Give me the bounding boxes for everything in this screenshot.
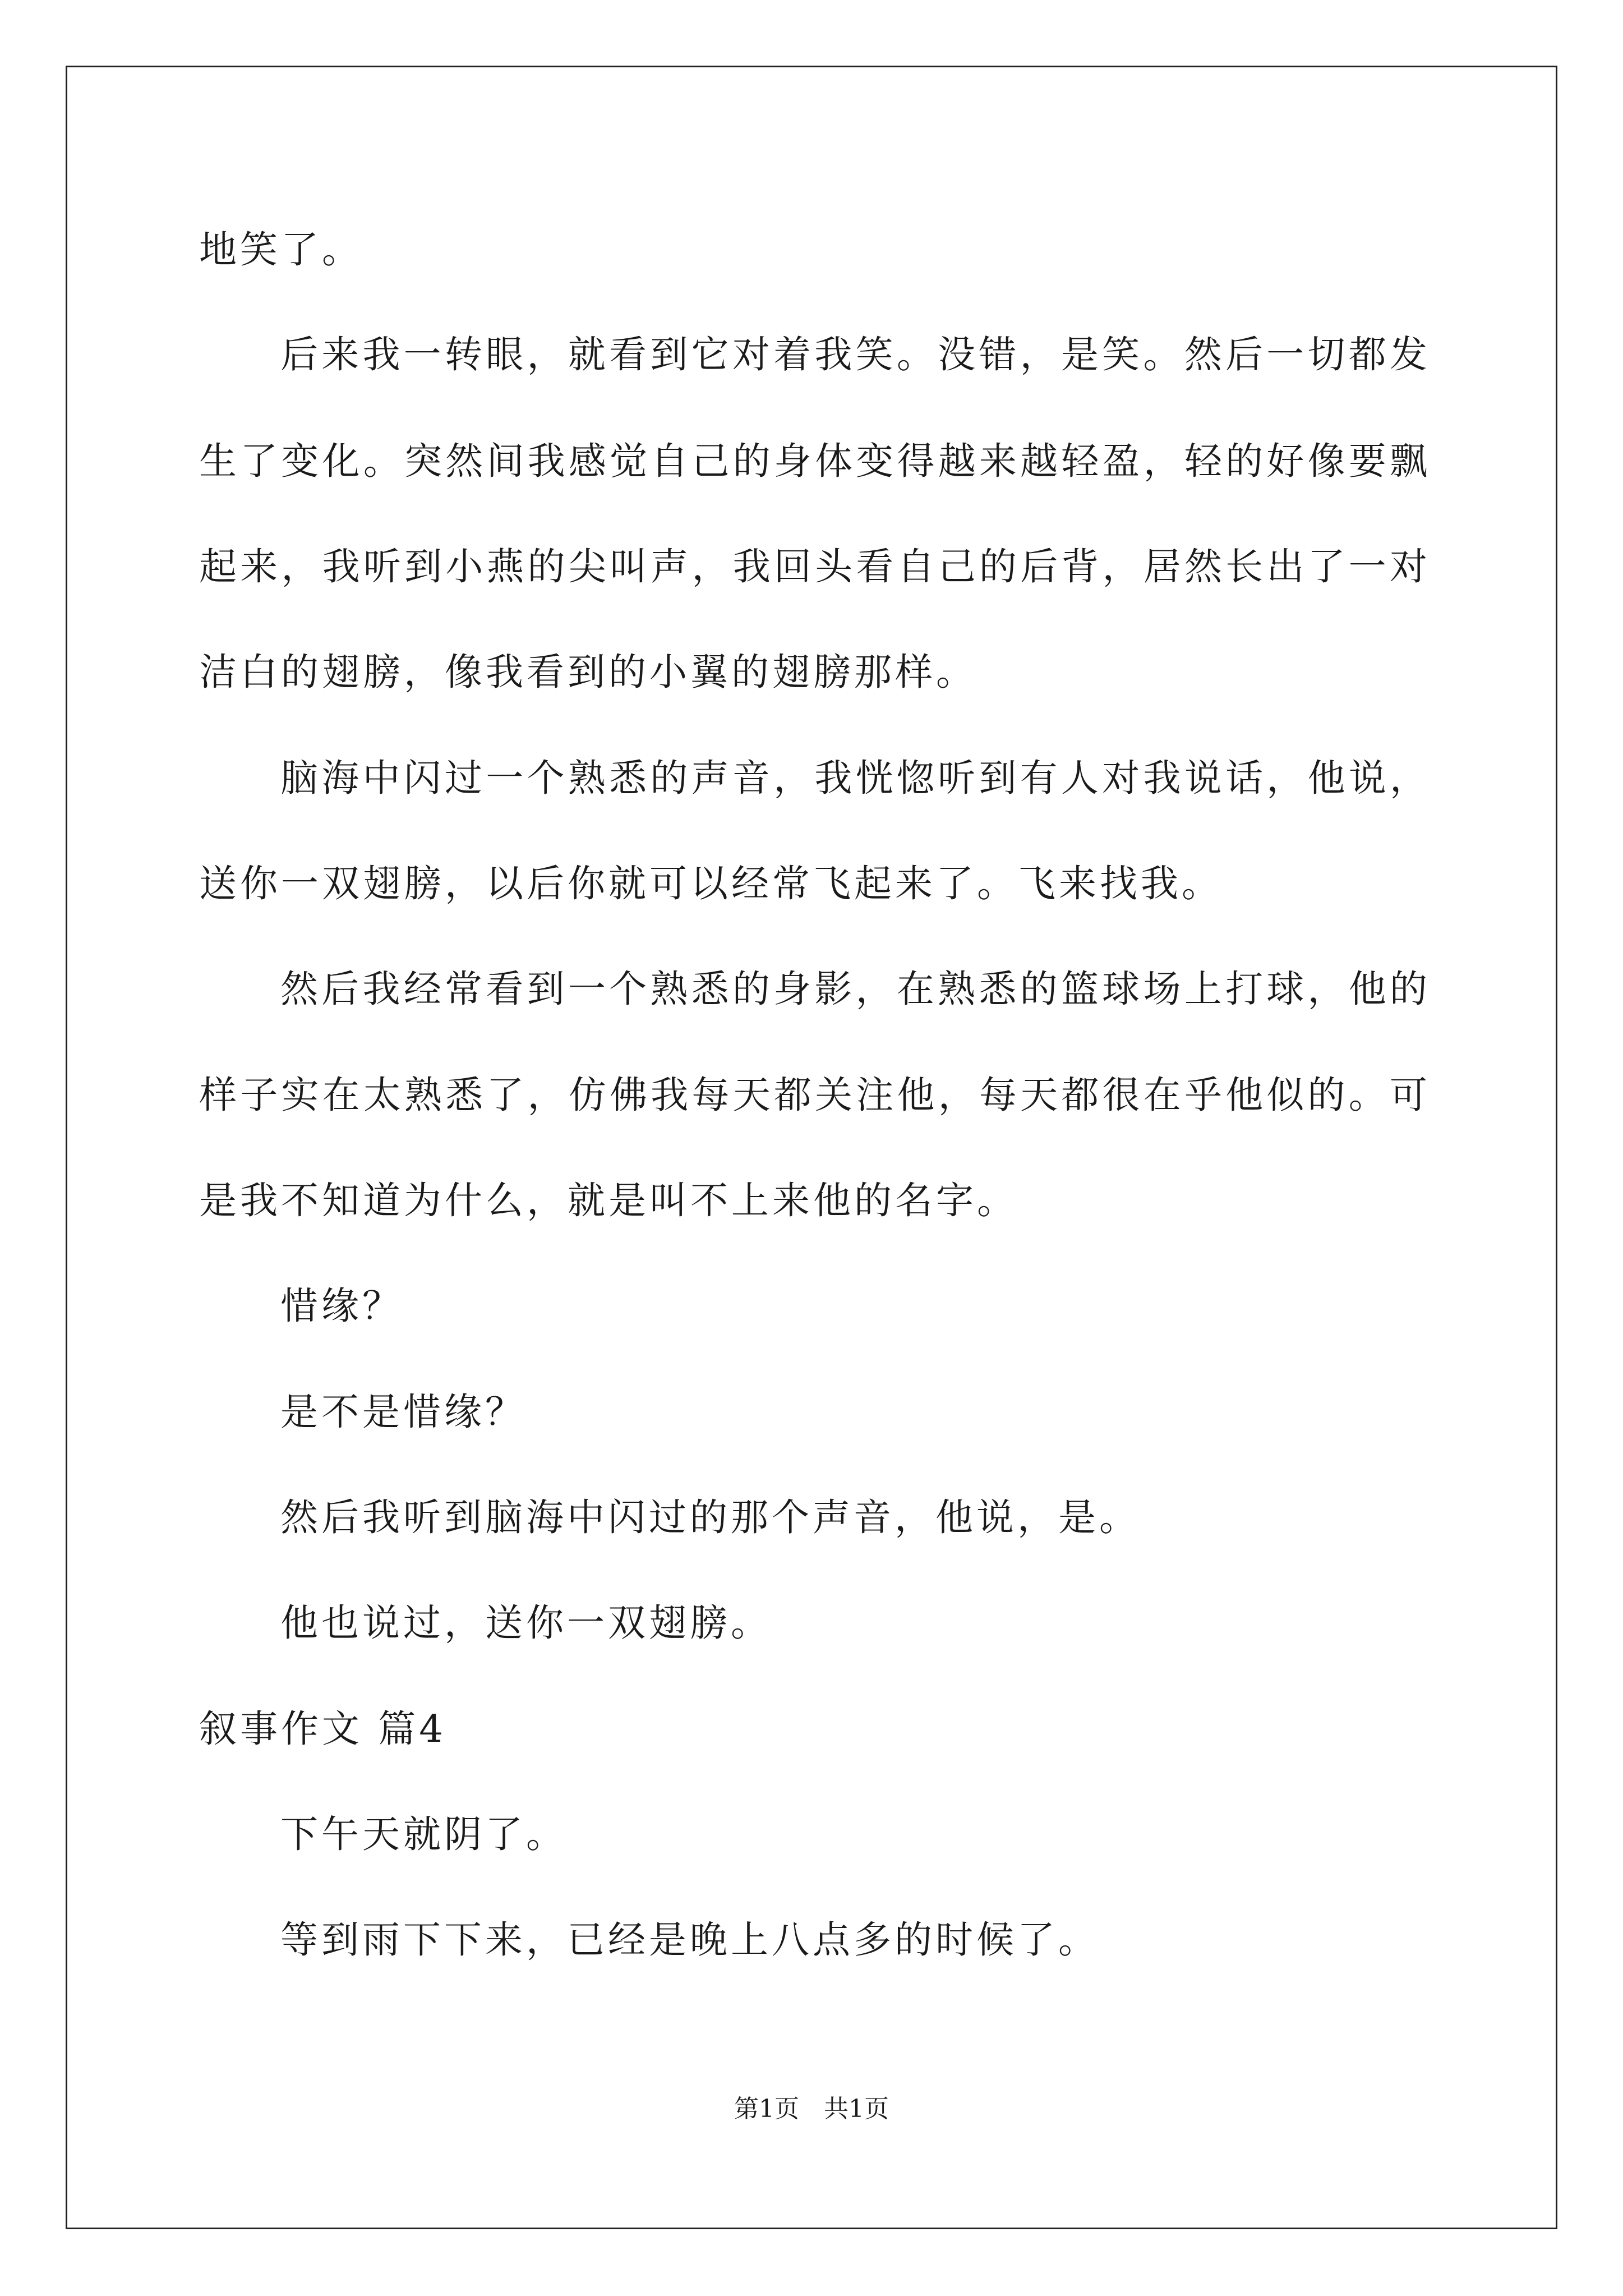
paragraph-2-line-2: 送你一双翅膀，以后你就可以经常飞起来了。飞来找我。 bbox=[199, 862, 1223, 905]
paragraph-9: 等到雨下下来，已经是晚上八点多的时候了。 bbox=[280, 1918, 1099, 1962]
paragraph-1-line-2: 生了变化。突然间我感觉自己的身体变得越来越轻盈，轻的好像要飘 bbox=[199, 439, 1427, 483]
paragraph-1-line-4: 洁白的翅膀，像我看到的小翼的翅膀那样。 bbox=[199, 650, 977, 694]
paragraph-3-line-3: 是我不知道为什么，就是叫不上来他的名字。 bbox=[199, 1179, 1018, 1222]
section-heading: 叙事作文 篇4 bbox=[199, 1707, 446, 1751]
paragraph-3-line-2: 样子实在太熟悉了，仿佛我每天都关注他，每天都很在乎他似的。可 bbox=[199, 1073, 1427, 1117]
paragraph-5: 是不是惜缘？ bbox=[280, 1390, 526, 1434]
paragraph-1-line-1: 后来我一转眼，就看到它对着我笑。没错，是笑。然后一切都发 bbox=[280, 333, 1427, 376]
paragraph-4: 惜缘？ bbox=[280, 1284, 403, 1328]
paragraph-1-line-3: 起来，我听到小燕的尖叫声，我回头看自己的后背，居然长出了一对 bbox=[199, 545, 1427, 588]
page-border bbox=[66, 66, 1557, 2229]
paragraph-3-line-1: 然后我经常看到一个熟悉的身影，在熟悉的篮球场上打球，他的 bbox=[280, 967, 1427, 1011]
text-line-1: 地笑了。 bbox=[199, 228, 363, 272]
paragraph-6: 然后我听到脑海中闪过的那个声音，他说，是。 bbox=[280, 1496, 1140, 1539]
page-number-footer: 第1页 共1页 bbox=[734, 2095, 889, 2123]
paragraph-7: 他也说过，送你一双翅膀。 bbox=[280, 1601, 772, 1645]
paragraph-2-line-1: 脑海中闪过一个熟悉的声音，我恍惚听到有人对我说话，他说， bbox=[280, 756, 1427, 800]
paragraph-8: 下午天就阴了。 bbox=[280, 1812, 567, 1856]
